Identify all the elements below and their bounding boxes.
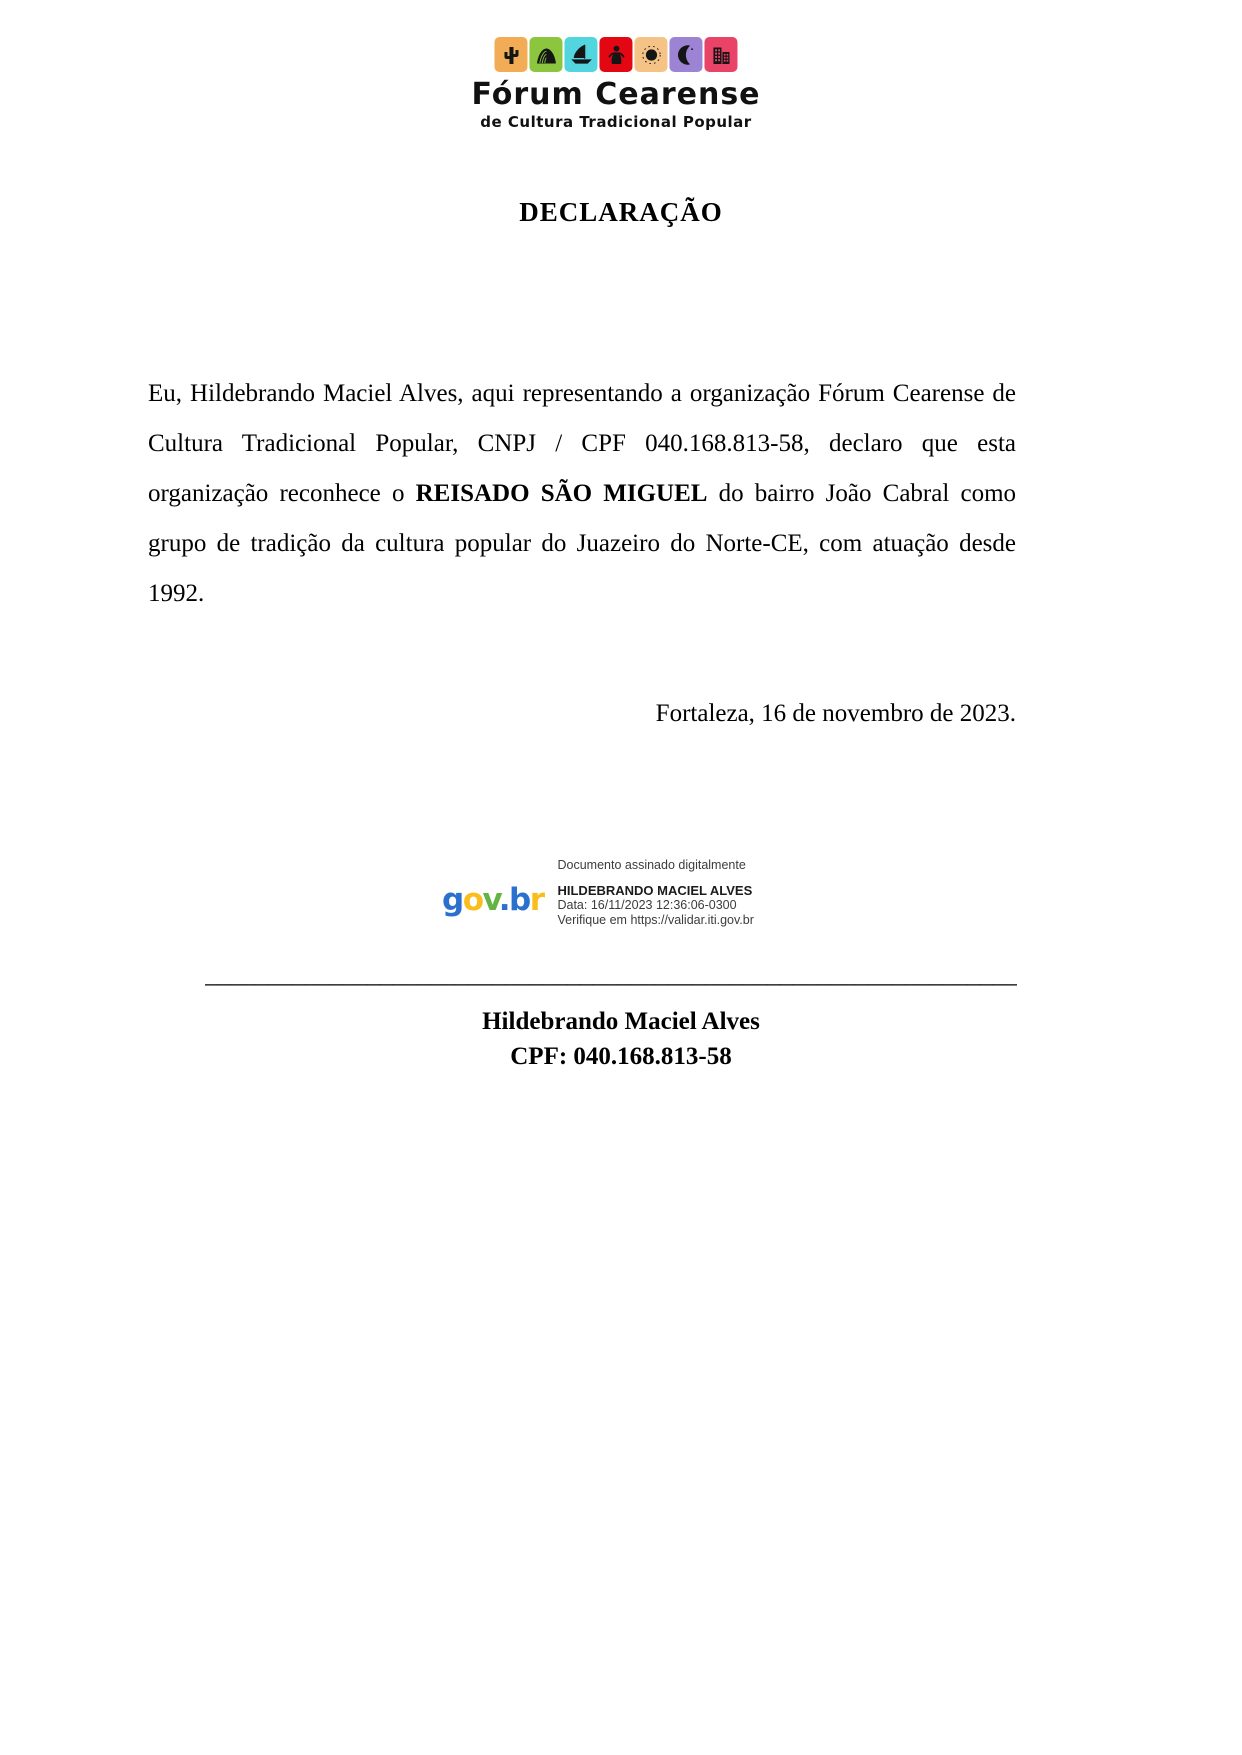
moon-icon (674, 43, 698, 67)
signer-cpf: CPF: 040.168.813-58 (510, 1043, 732, 1070)
signature-line: _________________________________________________________________ (205, 962, 1017, 987)
logo-tile-row (495, 37, 738, 72)
govbr-letter: v (482, 882, 499, 918)
logo-tile-sailboat (565, 37, 598, 72)
govbr-logo (442, 882, 543, 918)
govbr-letter: o (462, 882, 483, 918)
sailboat-icon (569, 43, 593, 67)
digital-signature-stamp (442, 858, 754, 928)
dateline: Fortaleza, 16 de novembro de 2023. (655, 700, 1016, 727)
stamp-header: Documento assinado digitalmente (557, 858, 746, 872)
org-subtitle: de Cultura Tradicional Popular (480, 113, 752, 131)
govbr-letter: b (508, 882, 530, 918)
logo-tile-sun (635, 37, 668, 72)
govbr-letter: r (529, 882, 544, 918)
paragraph-text-after: do bairro João Cabral como grupo de tradição da cultura popular do Juazeiro do Norte-CE, com atuação desde 1992. (148, 480, 1017, 607)
sun-icon (639, 43, 663, 67)
govbr-letter: g (442, 882, 463, 918)
group-name-highlight: REISADO SÃO MIGUEL (415, 480, 708, 507)
govbr-letter: . (498, 882, 509, 918)
reisado-dancer-icon (604, 43, 628, 67)
stamp-signer-name: HILDEBRANDO MACIEL ALVES (557, 883, 753, 898)
paragraph-text-before: Eu, Hildebrando Maciel Alves, aqui representando a organização Fórum Cearense de Cultura Tradicional Popular, CNPJ / CPF 040.168.813-58, declaro que esta organização reconhece o (148, 380, 1016, 507)
logo-tile-buildings (705, 37, 738, 72)
signer-printed-name: Hildebrando Maciel Alves (482, 1008, 760, 1035)
logo-tile-reisado-dancer (600, 37, 633, 72)
declaration-paragraph (148, 369, 1016, 619)
logo-tile-hill (530, 37, 563, 72)
document-title: DECLARAÇÃO (519, 197, 723, 227)
stamp-date: Data: 16/11/2023 12:36:06-0300 (557, 898, 737, 912)
stamp-verify-url: Verifique em https://validar.iti.gov.br (557, 913, 754, 927)
hill-icon (534, 43, 558, 67)
stamp-text (557, 858, 753, 928)
logo-tile-moon (670, 37, 703, 72)
buildings-icon (709, 43, 733, 67)
org-logo (471, 37, 760, 131)
org-name: Fórum Cearense (471, 77, 761, 112)
logo-tile-cactus (495, 37, 528, 72)
cactus-icon (499, 43, 523, 67)
